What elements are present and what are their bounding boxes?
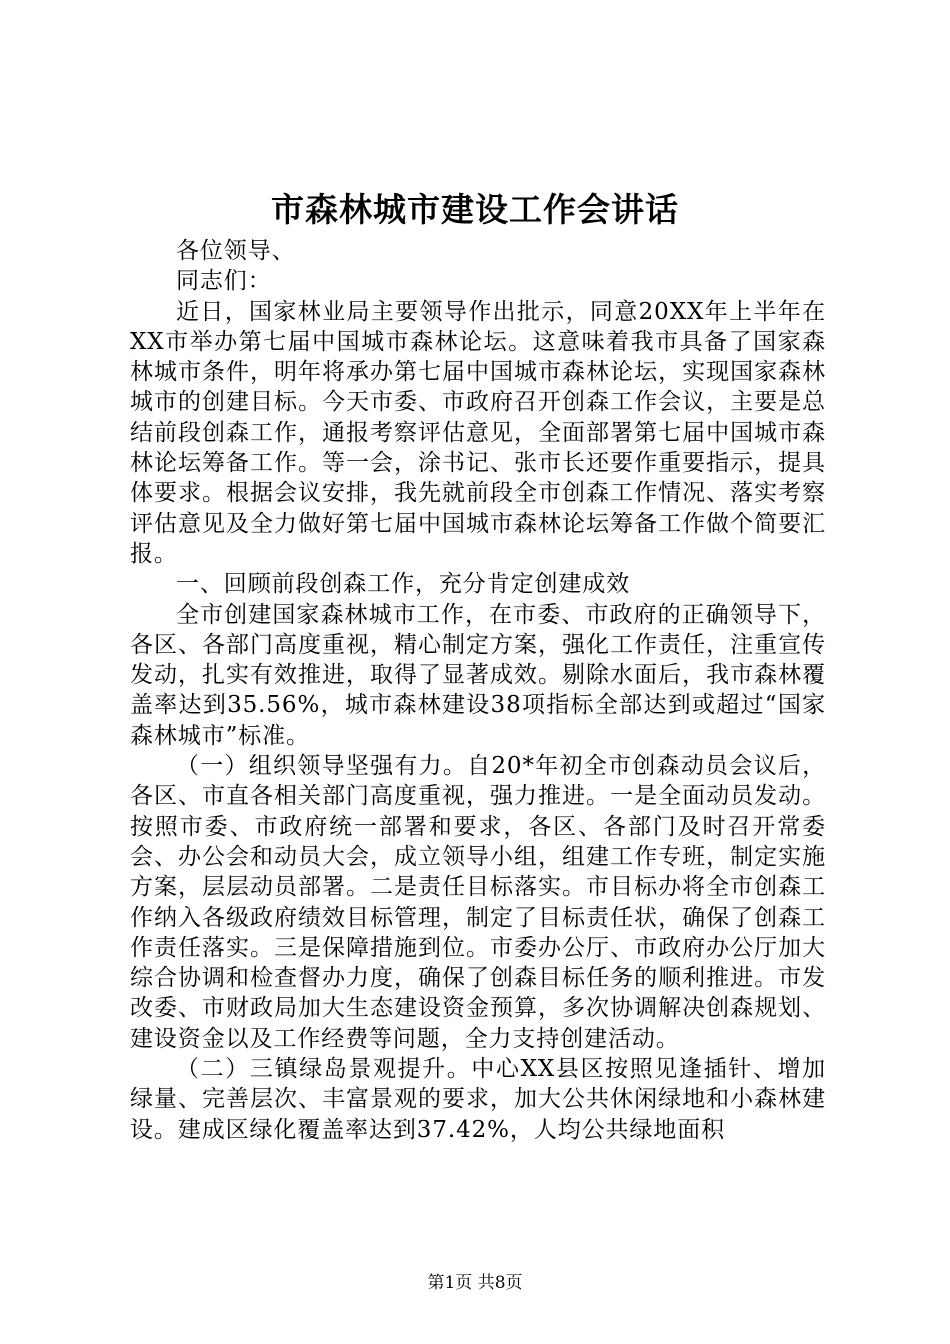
section-heading: 一、回顾前段创森工作，充分肯定创建成效 bbox=[176, 571, 631, 598]
salutation-line: 各位领导、 bbox=[176, 238, 296, 264]
document-title: 市森林城市建设工作会讲话 bbox=[271, 190, 679, 229]
body-paragraph: （一）组织领导坚强有力。自20*年初全市创森动员会议后，各区、市直各相关部门高度重视，强力推进。一是全面动员发动。按照市委、市政府统一部署和要求，各区、各部门及时召开常委会、办公会和动员大会，成立领导小组，组建工作专班，制定实施方案，层层动员部署。二是责任目标落实。市目标办将全市创森工作纳入各级政府绩效目标管理，制定了目标责任状，确保了创森工作责任落实。三是保障措施到位。市委办公厅、市政府办公厅加大综合协调和检查督办力度，确保了创森目标任务的顺利推进。市发改委、市财政局加大生态建设资金预算，多次协调解决创森规划、建设资金以及工作经费等问题，全力支持创建活动。 bbox=[130, 753, 826, 1052]
body-paragraph: 近日，国家林业局主要领导作出批示，同意20XX年上半年在XX市举办第七届中国城市森林论坛。这意味着我市具备了国家森林城市条件，明年将承办第七届中国城市森林论坛，实现国家森林城市的创建目标。今天市委、市政府召开创森工作会议，主要是总结前段创森工作，通报考察评估意见，全面部署第七届中国城市森林论坛筹备工作。等一会，涂书记、张市长还要作重要指示，提具体要求。根据会议安排，我先就前段全市创森工作情况、落实考察评估意见及全力做好第七届中国城市森林论坛筹备工作做个简要汇报。 bbox=[130, 298, 826, 567]
body-paragraph: （二）三镇绿岛景观提升。中心XX县区按照见逢插针、增加绿量、完善层次、丰富景观的要求，加大公共休闲绿地和小森林建设。建成区绿化覆盖率达到37.42%，人均公共绿地面积 bbox=[130, 1056, 826, 1143]
salutation-line: 同志们： bbox=[176, 268, 272, 295]
document-body bbox=[130, 236, 826, 1145]
page-number-footer: 第1页 共8页 bbox=[427, 1273, 523, 1293]
body-paragraph: 全市创建国家森林城市工作，在市委、市政府的正确领导下，各区、各部门高度重视，精心制定方案，强化工作责任，注重宣传发动，扎实有效推进，取得了显著成效。剔除水面后，我市森林覆盖率达到35.56%，城市森林建设38项指标全部达到或超过“国家森林城市”标准。 bbox=[130, 601, 826, 749]
